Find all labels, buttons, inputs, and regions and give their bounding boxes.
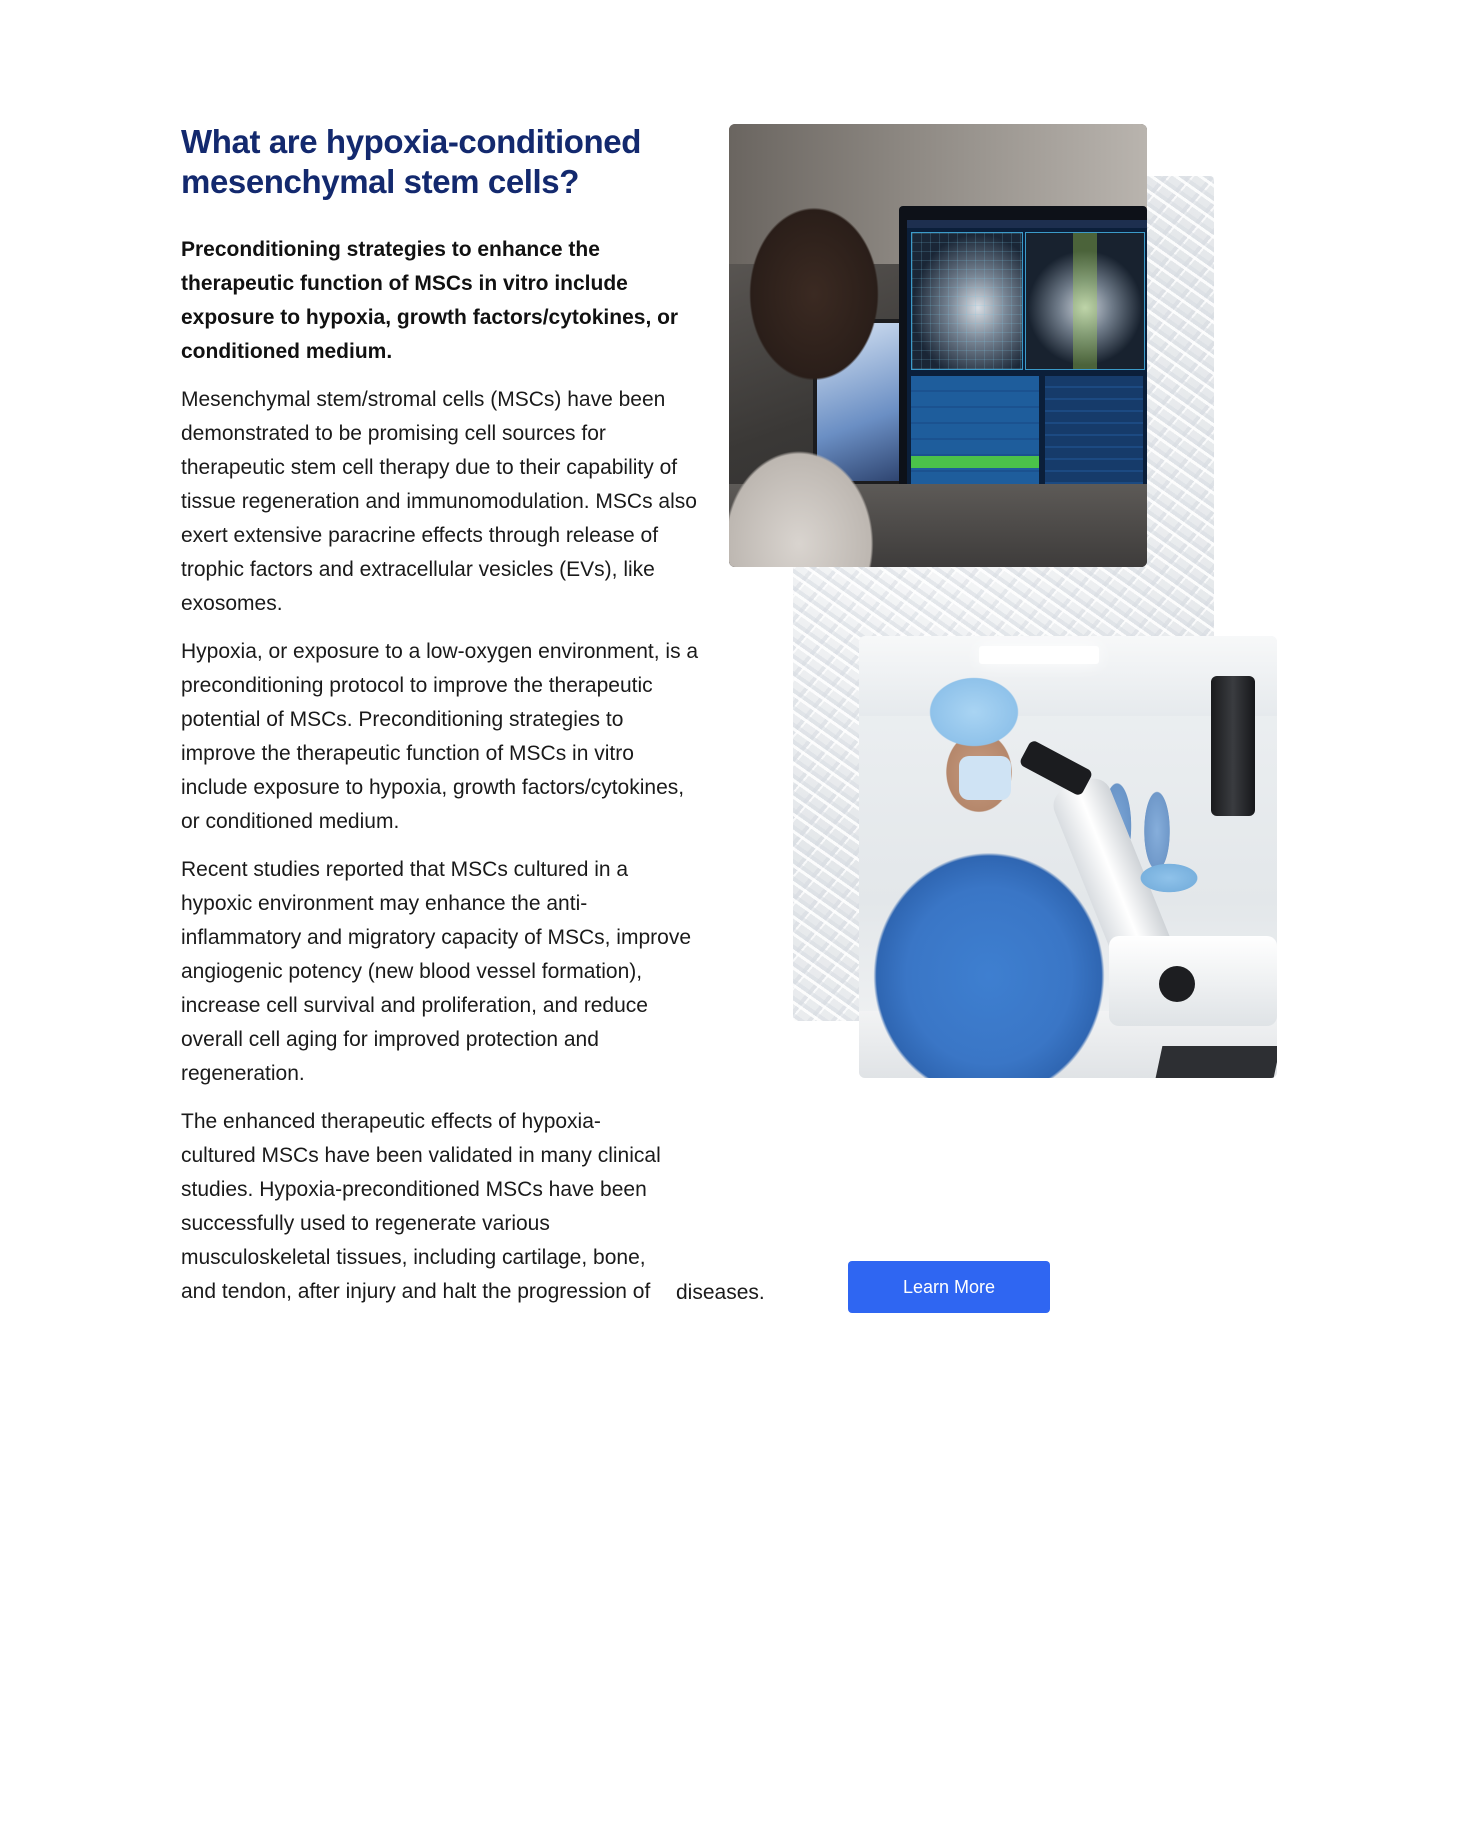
- series-list-selected-row: [911, 456, 1039, 468]
- properties-panel: [1045, 376, 1143, 496]
- learn-more-button[interactable]: Learn More: [848, 1261, 1050, 1313]
- microscope-camera: [1211, 676, 1255, 816]
- keyboard: [1156, 1046, 1277, 1078]
- spine-scan-view: [911, 232, 1023, 370]
- researcher-figure: [729, 164, 919, 567]
- body-paragraph-hypoxia: Hypoxia, or exposure to a low-oxygen environment, is a preconditioning protocol to improve the therapeutic potential of MSCs. Preconditioning strategies to improve the therapeutic function of MSCs in vitro include exposure to hypoxia, growth factors/cytokines, or conditioned medium.: [181, 640, 699, 833]
- series-list: [911, 376, 1039, 496]
- clinical-paragraph-body: The enhanced therapeutic effects of hypoxia-cultured MSCs have been validated in many clinical studies. Hypoxia-preconditioned MSCs have been successfully used to regenerate various musculoskeletal tissues, including cartilage, bone,: [181, 1110, 661, 1269]
- section-title: What are hypoxia-conditioned mesenchymal stem cells?: [181, 123, 642, 200]
- monitor-screen: [907, 220, 1147, 500]
- axial-scan-view: [1025, 232, 1145, 370]
- microscope-focus-knob: [1159, 966, 1195, 1002]
- article-text: [181, 122, 765, 1309]
- face-mask: [959, 756, 1011, 800]
- lead-paragraph: Preconditioning strategies to enhance the therapeutic function of MSCs in vitro include exposure to hypoxia, growth factors/cytokines, or conditioned medium.: [181, 238, 679, 363]
- clinical-paragraph-tail-text: and tendon, after injury and halt the progression of: [181, 1280, 651, 1303]
- gloved-hand: [1129, 858, 1209, 898]
- body-paragraph-studies: Recent studies reported that MSCs cultured in a hypoxic environment may enhance the anti-inflammatory and migratory capacity of MSCs, improve angiogenic potency (new blood vessel formation), increase cell survival and proliferation, and reduce overall cell aging for improved protection and regeneration.: [181, 858, 691, 1085]
- screen-menubar: [907, 220, 1147, 228]
- microscope-lab-photo: [859, 636, 1277, 1078]
- clinical-paragraph-tail: [181, 1275, 765, 1309]
- body-paragraph-clinical: [181, 1105, 765, 1309]
- mri-monitor-photo: [729, 124, 1147, 567]
- clinical-paragraph-overhang: diseases.: [676, 1281, 765, 1304]
- ceiling-light: [979, 646, 1099, 664]
- body-paragraph-msc-overview: Mesenchymal stem/stromal cells (MSCs) have been demonstrated to be promising cell sources for therapeutic stem cell therapy due to their capability of tissue regeneration and immunomodulation. MSCs also exert extensive paracrine effects through release of trophic factors and extracellular vesicles (EVs), like exosomes.: [181, 388, 697, 615]
- monitor: [899, 206, 1147, 524]
